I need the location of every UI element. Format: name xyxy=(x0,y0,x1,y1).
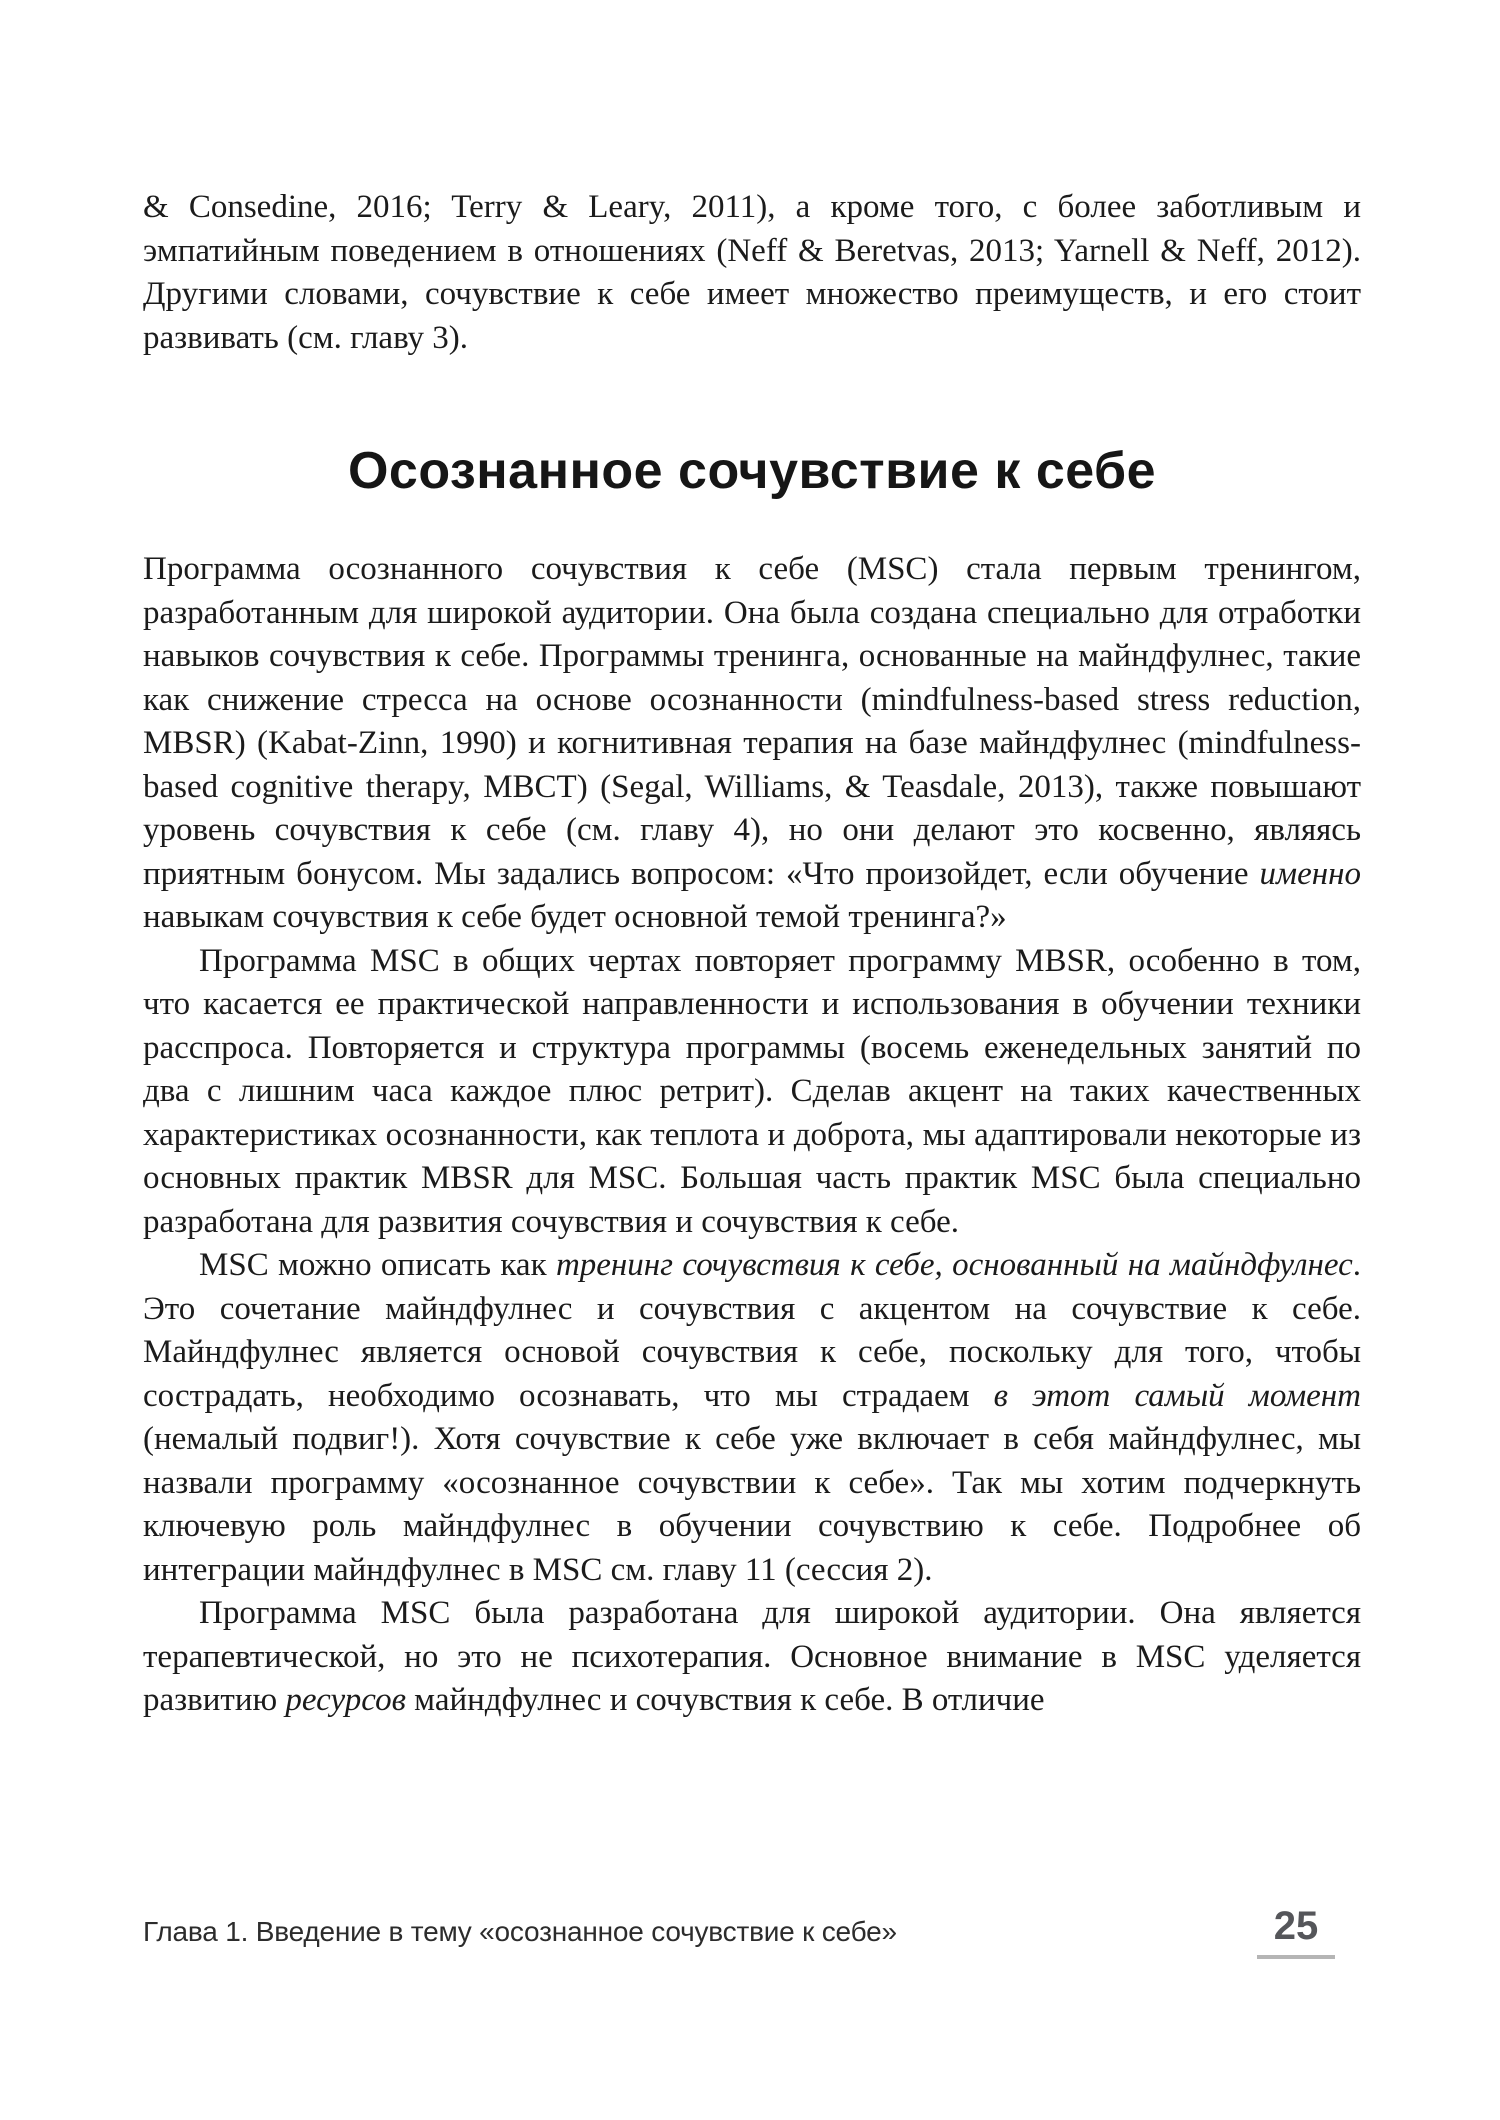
running-footer-chapter-title: Глава 1. Введение в тему «осознанное сочувствие к себе» xyxy=(143,1916,897,1947)
paragraph: Программа MSC была разработана для широкой аудитории. Она является терапевтической, но это не психотерапия. Основное внимание в MSC уделяется развитию ресурсов майндфулнес и сочувствия к себе. В отличие xyxy=(143,1595,1361,1718)
paragraph: Программа осознанного сочувствия к себе (MSC) стала первым тренингом, разработанным для широкой аудитории. Она была создана специально для отработки навыков сочувствия к себе. Программы тренинга, основанные на майндфулнес, такие как снижение стресса на основе осознанности (mindfulness-based stress reduction, MBSR) (Kabat-Zinn, 1990) и когнитивная терапия на базе майндфулнес (mindfulness-based cognitive therapy, MBCT) (Segal, Williams, & Teasdale, 2013), также повышают уровень сочувствия к себе (см. главу 4), но они делают это косвенно, являясь приятным бонусом. Мы задались вопросом: «Что произойдет, если обучение именно навыкам сочувствия к себе будет основной темой тренинга?» xyxy=(143,551,1361,935)
paragraph: Программа MSC в общих чертах повторяет программу MBSR, особенно в том, что касается ее практической направленности и использования в обучении техники расспроса. Повторяется и структура программы (восемь еженедельных занятий по два с лишним часа каждое плюс ретрит). Сделав акцент на таких качественных характеристиках осознанности, как теплота и доброта, мы адаптировали некоторые из основных практик MBSR для MSC. Большая часть практик MSC была специально разработана для развития сочувствия и сочувствия к себе. xyxy=(143,942,1361,1240)
paragraph-continuation: & Consedine, 2016; Terry & Leary, 2011), а кроме того, с более заботливым и эмпатийным поведением в отношениях (Neff & Beretvas, 2013; Yarnell & Neff, 2012). Другими словами, сочувствие к себе имеет множество преимуществ, и его стоит развивать (см. главу 3). xyxy=(143,189,1361,356)
page-number: 25 xyxy=(1257,1906,1335,1959)
section-heading: Осознанное сочувствие к себе xyxy=(347,442,1157,500)
page-footer xyxy=(143,1906,1361,1959)
paragraph: MSC можно описать как тренинг сочувствия к себе, основанный на майндфулнес. Это сочетание майндфулнес и сочувствия с акцентом на сочувствие к себе. Майндфулнес является основой сочувствия к себе, поскольку для того, чтобы сострадать, необходимо осознавать, что мы страдаем в этот самый момент (немалый подвиг!). Хотя сочувствие к себе уже включает в себя майндфулнес, мы назвали программу «осознанное сочувствии к себе». Так мы хотим подчеркнуть ключевую роль майндфулнес в обучении сочувствию к себе. Подробнее об интеграции майндфулнес в MSC см. главу 11 (сессия 2). xyxy=(143,1247,1361,1588)
page-body xyxy=(143,186,1361,1723)
